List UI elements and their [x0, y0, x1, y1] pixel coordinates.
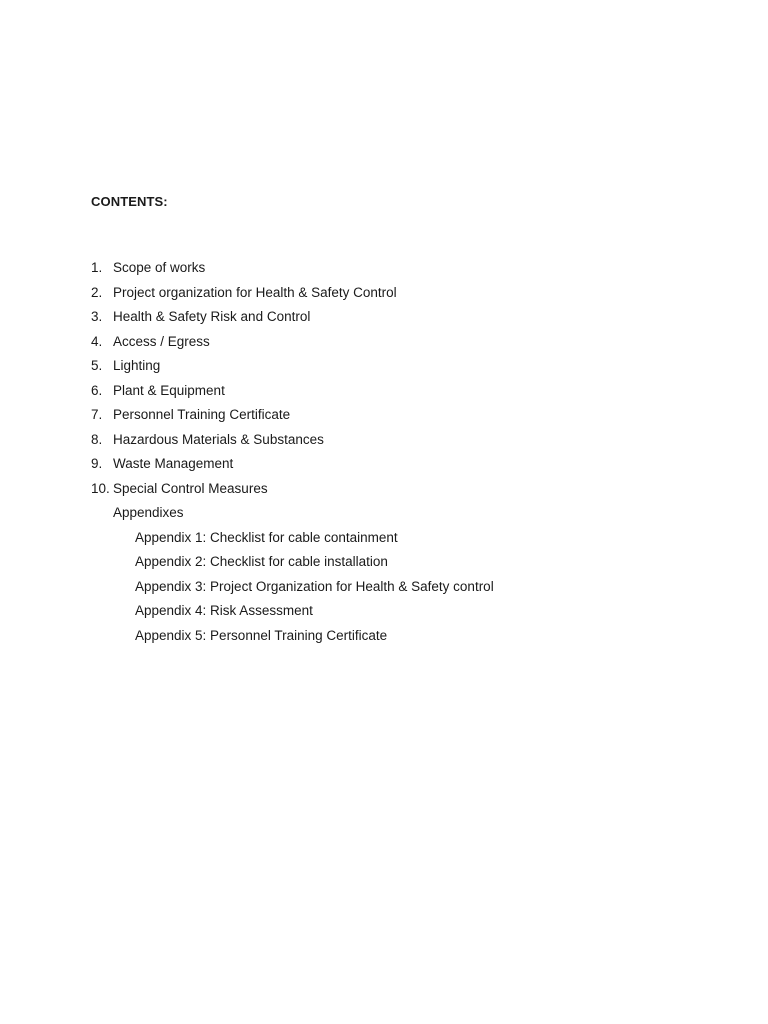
toc-item-number: 5. [91, 358, 103, 373]
toc-item-text: Waste Management [113, 456, 234, 471]
toc-item-6 [91, 383, 494, 408]
appendix-item-5: Appendix 5: Personnel Training Certificate [135, 627, 388, 643]
toc-item-text: Access / Egress [113, 333, 210, 349]
toc-item-10 [91, 481, 494, 506]
toc-item-text: Project organization for Health & Safety Control [113, 284, 397, 300]
toc-item-text: Hazardous Materials & Substances [113, 431, 324, 447]
toc-item-number: 2. [91, 284, 103, 300]
toc-item-1 [91, 260, 494, 285]
toc-item-text: Health & Safety Risk and Control [113, 309, 311, 324]
toc-item-7 [91, 407, 494, 432]
toc-item-number: 4. [91, 333, 103, 349]
toc-item-2 [91, 285, 494, 310]
toc-item-8 [91, 432, 494, 457]
toc-item-number: 6. [91, 382, 103, 398]
toc-item-text: Plant & Equipment [113, 382, 225, 398]
toc-item-text: Scope of works [113, 260, 206, 275]
table-of-contents [91, 260, 494, 652]
appendix-item-2: Appendix 2: Checklist for cable installation [135, 554, 388, 569]
toc-item-number: 8. [91, 431, 103, 447]
appendix-item-1: Appendix 1: Checklist for cable containment [135, 529, 398, 545]
appendix-item-3: Appendix 3: Project Organization for Health & Safety control [135, 578, 494, 594]
appendixes-heading: Appendixes [113, 505, 184, 520]
contents-heading: CONTENTS: [91, 194, 168, 209]
toc-item-4 [91, 334, 494, 359]
appendix-item-4: Appendix 4: Risk Assessment [135, 603, 313, 618]
toc-item-9 [91, 456, 494, 481]
toc-item-number: 10. [91, 480, 110, 496]
toc-item-number: 3. [91, 309, 103, 324]
toc-item-text: Personnel Training Certificate [113, 407, 291, 422]
toc-item-text: Lighting [113, 358, 161, 373]
toc-item-text: Special Control Measures [113, 480, 268, 496]
toc-item-5 [91, 358, 494, 383]
toc-item-number: 1. [91, 260, 103, 275]
toc-item-3 [91, 309, 494, 334]
toc-item-number: 9. [91, 456, 103, 471]
toc-item-number: 7. [91, 407, 103, 422]
